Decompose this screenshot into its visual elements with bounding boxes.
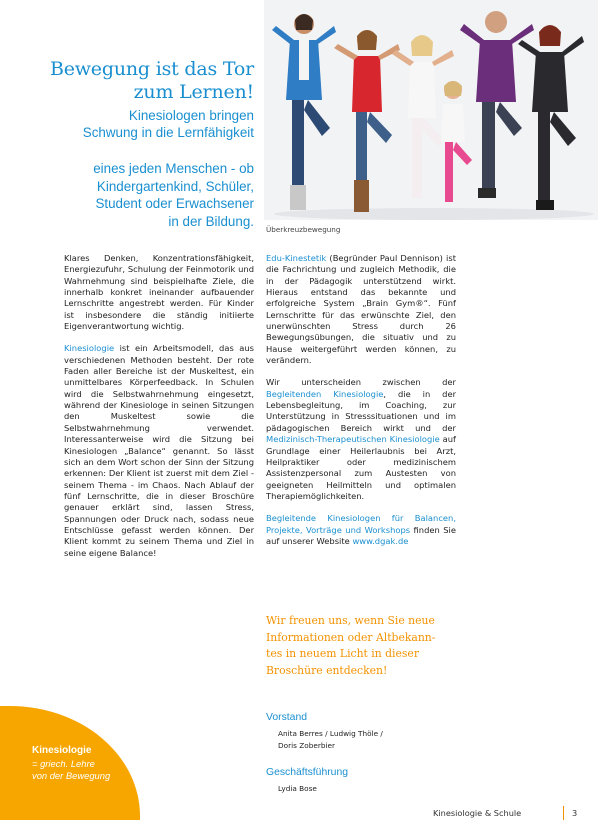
workshops-highlight: Begleitende Kinesiologen für Balancen, Projekte, Vorträge und Workshops xyxy=(266,513,456,535)
headline-line-1: Bewegung ist das Tor xyxy=(49,58,254,80)
headline xyxy=(40,58,254,104)
board-names-line-2: Doris Zoberbier xyxy=(278,741,335,750)
management-name: Lydia Bose xyxy=(278,784,317,793)
management-title: Geschäftsführung xyxy=(266,767,349,778)
page-number: 3 xyxy=(572,808,578,818)
board-names-line-1: Anita Berres / Ludwig Thöle / xyxy=(278,729,383,738)
subhead xyxy=(40,107,254,141)
right-paragraph-1 xyxy=(266,253,456,366)
corner-definition-line-2: von der Bewegung xyxy=(32,770,111,781)
right-paragraph-3-text: finden Sie auf unserer Website xyxy=(266,524,456,546)
kinesiologie-highlight: Kinesiologie xyxy=(64,343,115,354)
right-paragraph-1-text: (Begründer Paul Dennison) ist die Fachrichtung und zugleich Methodik, die in der Pädagogik unterstützend wirkt. Hieraus entstand das bekannte und erfolgreiche System „Brain Gym®“. Fünf Lernschritte für das erwünschte Ziel, den unerwünschten Stress durch 26 Bewegungsübungen, die situativ und zu Hause weitergeführt werden können, zu verändern. xyxy=(266,253,456,366)
left-column xyxy=(64,253,254,570)
quote-line-4: Broschüre entdecken! xyxy=(266,663,388,677)
subhead-line-1: Kinesiologen bringen xyxy=(128,108,254,123)
pull-quote xyxy=(266,613,462,679)
right-paragraph-3 xyxy=(266,513,456,547)
left-paragraph-2-text: ist ein Arbeitsmodell, das aus verschiedenen Methoden besteht. Der rote Faden aller Bereiche ist der Muskeltest, ein unmittelbares Körperfeedback. In Schulen wird die Selbstwahrnehmung eingesetzt, während der Kinesiologe in seinen Sitzungen den Muskeltest sowie die Selbstwahrnehmung verwendet. Interessanterweise wird die Sitzung bei Kinesiologen „Balance“ genannt. So lässt sich an dem Wort schon der Sinn der Sitzung erkennen: Der Klient ist zuerst mit dem Ziel - seinem Thema - im Chaos. Nach Ablauf der fünf Lernschritte, die in dieser Broschüre genauer erklärt sind, lassen Stress, Spannungen oder Druck nach, sodass neue Entschlüsse gefasst werden können. Der Klient kommt zu seinem Thema und Ziel in seine eigene Balance! xyxy=(64,343,254,558)
footer-divider xyxy=(563,806,564,820)
subhead-continued xyxy=(40,160,254,230)
subhead-line-2: Schwung in die Lernfähigkeit xyxy=(82,125,254,140)
subhead-line-6: in der Bildung. xyxy=(168,213,254,229)
footer-title: Kinesiologie & Schule xyxy=(433,808,522,818)
right-paragraph-2-text-b: , die in der Lebensbegleitung, im Coaching, zur Unterstützung in Stresssituationen und im pädagogischen Bereich wirkt und der xyxy=(266,388,457,433)
photo-caption: Überkreuzbewegung xyxy=(266,225,341,234)
right-paragraph-2-text-c: auf Grundlage einer Heilerlaubnis bei Arzt, Heilpraktiker oder medizinischem Assistenzpersonal zum Austesten von geeigneten Heilmitteln und optimalen Therapiemöglichkeiten. xyxy=(266,434,456,501)
website-link[interactable]: www.dgak.de xyxy=(352,535,409,546)
corner-definition-line-1: = griech. Lehre xyxy=(32,758,95,769)
edu-kinestetik-highlight: Edu-Kinestetik xyxy=(266,253,327,263)
quote-line-3: tes in neuem Licht in dieser xyxy=(266,647,419,661)
right-paragraph-2 xyxy=(266,377,456,502)
medizinisch-therapeutische-highlight: Medizinisch-Therapeutischen Kinesiologie xyxy=(266,434,440,445)
group-exercise-photo xyxy=(264,0,598,220)
right-paragraph-2-text-a: Wir unterscheiden zwischen der xyxy=(266,377,456,388)
board-names xyxy=(278,728,383,752)
headline-line-2: zum Lernen! xyxy=(133,81,254,103)
quote-line-1: Wir freuen uns, wenn Sie neue xyxy=(266,614,435,627)
subhead-line-3: eines jeden Menschen - ob xyxy=(93,161,254,176)
left-paragraph-2 xyxy=(64,343,254,559)
subhead-line-4: Kindergartenkind, Schüler, xyxy=(96,178,254,194)
right-column xyxy=(266,253,456,558)
subhead-line-5: Student oder Erwachsener xyxy=(95,196,254,211)
left-paragraph-1: Klares Denken, Konzentrationsfähigkeit, Energiezufuhr, Schulung der Feinmotorik und Wahrnehmung sind beispielhafte Ziele, die innerhalb konkret ineinander aufbauender Lernschritte angestrebt werden. Für Kinder ist insbesondere die ständig initiierte Eigenverantwortung wichtig. xyxy=(64,253,254,332)
begleitende-kinesiologie-highlight: Begleitenden Kinesiologie xyxy=(266,388,384,399)
quote-line-2: Informationen oder Altbekann- xyxy=(266,630,436,644)
board-title: Vorstand xyxy=(266,712,308,723)
corner-definition xyxy=(32,758,132,782)
corner-title: Kinesiologie xyxy=(32,745,92,756)
